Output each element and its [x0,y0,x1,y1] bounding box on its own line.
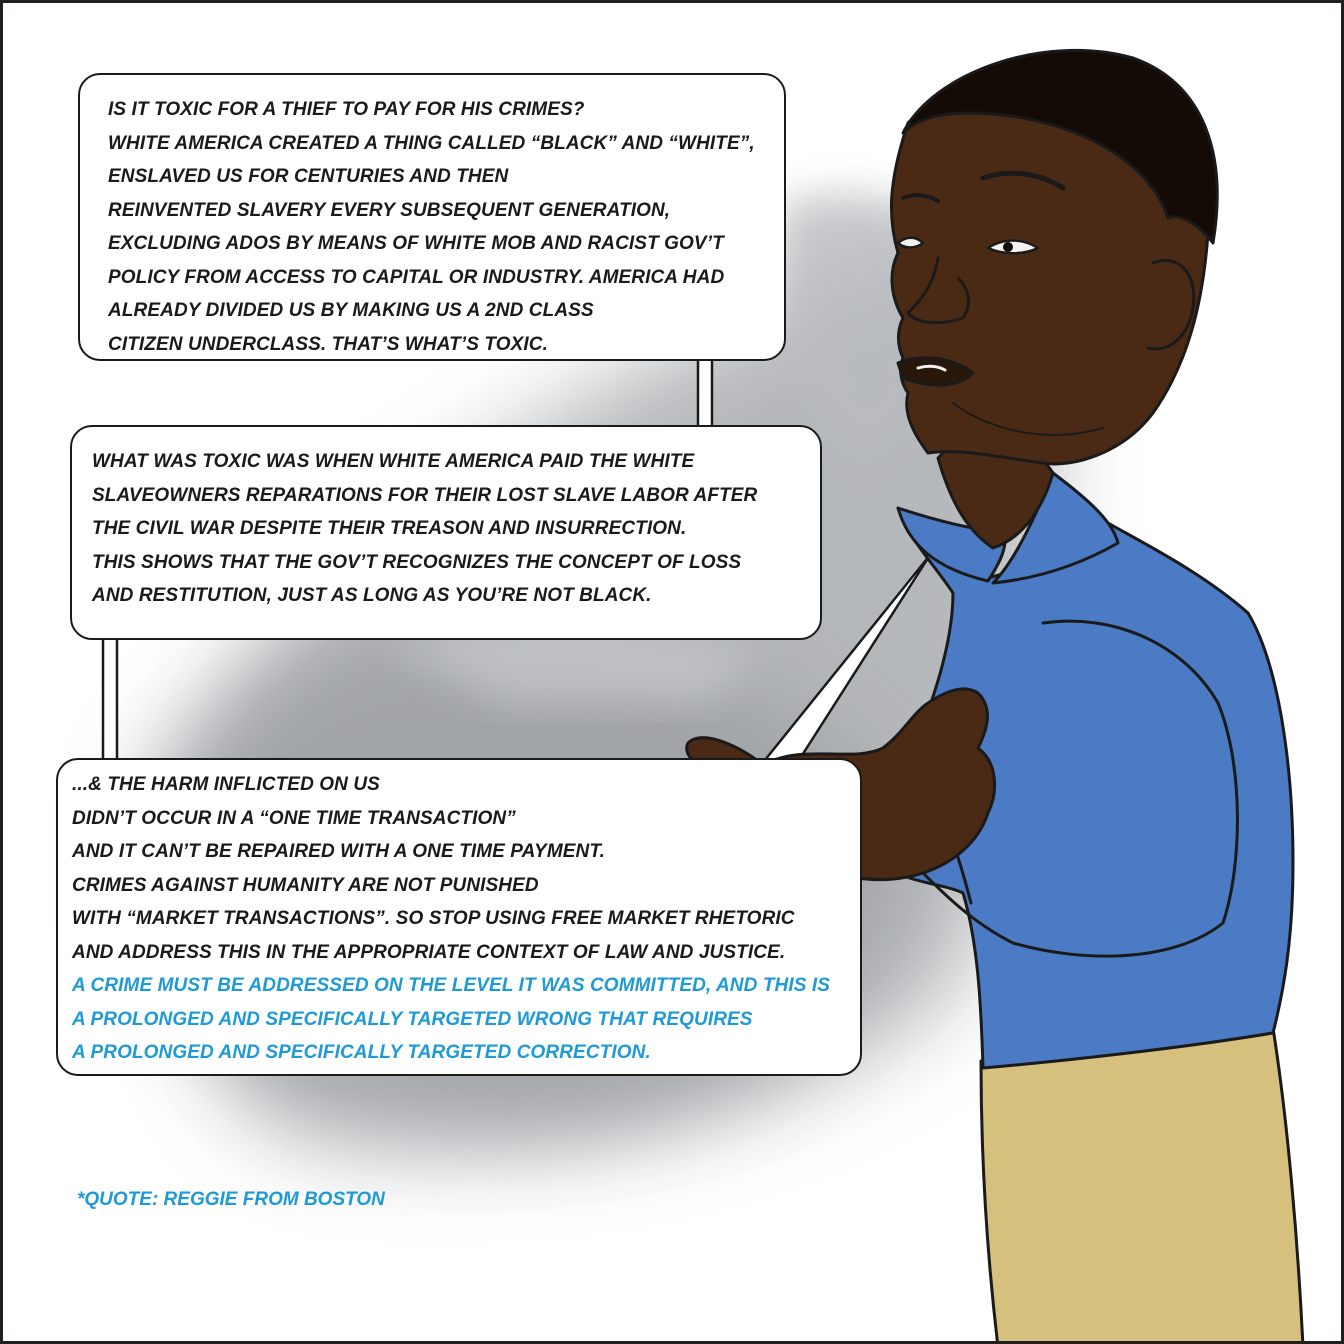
khaki-pants [981,1028,1303,1344]
bubble-3-line: AND ADDRESS THIS IN THE APPROPRIATE CONTEXT OF LAW AND JUSTICE. [72,941,786,963]
bubble-2-line: WHAT WAS TOXIC WAS WHEN WHITE AMERICA PAID THE WHITE [92,451,695,472]
bubble-1-line: POLICY FROM ACCESS TO CAPITAL OR INDUSTRY. AMERICA HAD [108,266,725,288]
bubble-3-highlight-line: A PROLONGED AND SPECIFICALLY TARGETED WRONG THAT REQUIRES [72,1008,753,1030]
bubble-connector-2 [103,637,117,761]
bubble-2-line: AND RESTITUTION, JUST AS LONG AS YOU’RE NOT BLACK. [92,585,652,606]
bubble-1-line: ENSLAVED US FOR CENTURIES AND THEN [108,166,509,187]
speech-bubble-2 [70,425,822,640]
bubble-3-line: WITH “MARKET TRANSACTIONS”. SO STOP USING FREE MARKET RHETORIC [72,908,795,929]
bubble-3-line: DIDN’T OCCUR IN A “ONE TIME TRANSACTION” [72,807,516,829]
bubble-1-line: REINVENTED SLAVERY EVERY SUBSEQUENT GENERATION, [108,199,671,221]
quote-credit: *QUOTE: REGGIE FROM BOSTON [77,1189,385,1210]
bubble-1-line: ALREADY DIVIDED US BY MAKING US A 2ND CLASS [108,300,594,321]
bubble-2-line: THE CIVIL WAR DESPITE THEIR TREASON AND INSURRECTION. [92,518,687,539]
bubble-3-highlight-line: A CRIME MUST BE ADDRESSED ON THE LEVEL IT WAS COMMITTED, AND THIS IS [72,975,831,996]
bubble-2-line: THIS SHOWS THAT THE GOV’T RECOGNIZES THE CONCEPT OF LOSS [92,551,742,573]
eye-left [898,238,923,248]
speech-bubble-1 [78,73,786,361]
bubble-3-highlight-line: A PROLONGED AND SPECIFICALLY TARGETED CORRECTION. [72,1042,651,1063]
bubble-2-line: SLAVEOWNERS REPARATIONS FOR THEIR LOST SLAVE LABOR AFTER [92,484,758,506]
speech-bubble-3 [56,758,862,1076]
bubble-1-line: CITIZEN UNDERCLASS. THAT’S WHAT’S TOXIC. [108,333,548,355]
bubble-3-line: ...& THE HARM INFLICTED ON US [72,774,380,795]
bubble-1-line: EXCLUDING ADOS BY MEANS OF WHITE MOB AND RACIST GOV’T [108,233,724,254]
bubble-3-line: CRIMES AGAINST HUMANITY ARE NOT PUNISHED [72,874,539,896]
bubble-1-line: IS IT TOXIC FOR A THIEF TO PAY FOR HIS CRIMES? [108,99,585,120]
bubble-3-line: AND IT CAN’T BE REPAIRED WITH A ONE TIME PAYMENT. [72,841,606,862]
bubble-1-line: WHITE AMERICA CREATED A THING CALLED “BLACK” AND “WHITE”, [108,132,755,154]
bubble-connector-1 [698,358,712,429]
